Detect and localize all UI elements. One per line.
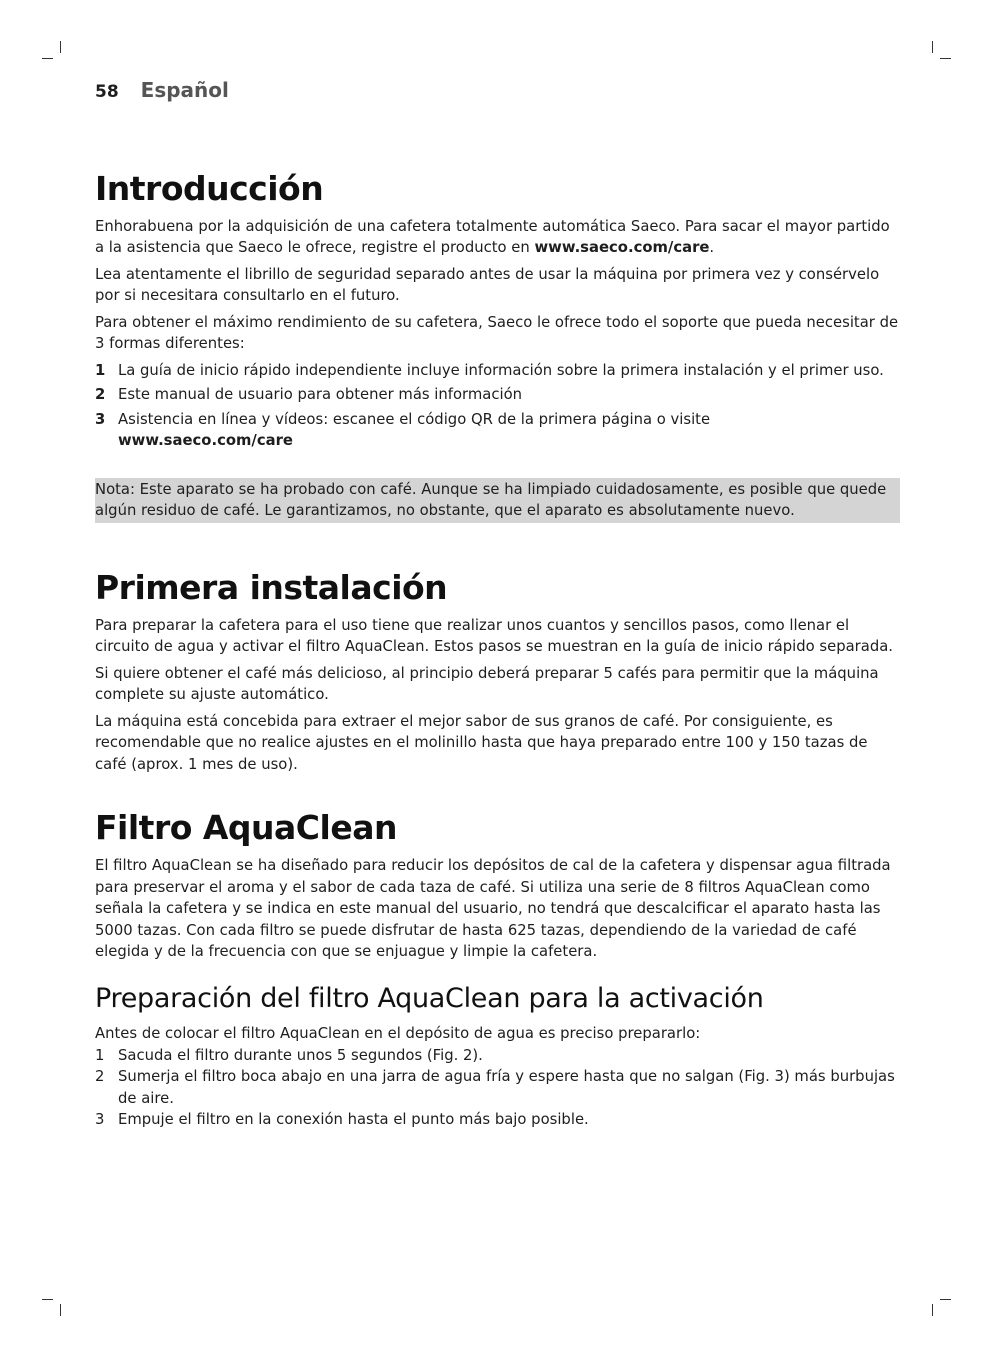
install-paragraph-1: Para preparar la cafetera para el uso tiene que realizar unos cuantos y sencillos pasos, como llenar el circuito de agua y activar el filtro AquaClean. Estos pasos se muestran en la guía de inicio rápido separada. xyxy=(95,616,893,656)
support-list xyxy=(95,360,900,452)
note-box: Nota: Este aparato se ha probado con café. Aunque se ha limpiado cuidadosamente, es posible que quede algún residuo de café. Le garantizamos, no obstante, que el aparato es absolutamente nuevo. xyxy=(95,478,900,523)
list-item xyxy=(95,360,900,382)
intro-p1-end: . xyxy=(709,239,715,257)
section-aquaclean-filter xyxy=(95,809,900,1130)
intro-paragraph-3: Para obtener el máximo rendimiento de su cafetera, Saeco le ofrece todo el soporte que pueda necesitar de 3 formas diferentes: xyxy=(95,313,899,353)
page-content xyxy=(95,170,900,1131)
language-label: Español xyxy=(140,78,229,102)
saeco-care-link[interactable]: www.saeco.com/care xyxy=(118,432,293,450)
crop-mark xyxy=(60,41,61,53)
crop-mark xyxy=(932,1304,933,1316)
list-number: 1 xyxy=(95,1046,105,1064)
list-number: 3 xyxy=(95,1111,105,1129)
page-header xyxy=(95,78,229,104)
list-text: Asistencia en línea y vídeos: escanee el código QR de la primera página o visite xyxy=(118,410,711,428)
list-text: La guía de inicio rápido independiente incluye información sobre la primera instalación y el primer uso. xyxy=(118,361,884,379)
intro-p1-text: Enhorabuena por la adquisición de una cafetera totalmente automática Saeco. Para sacar el mayor partido a la asistencia que Saeco le ofrece, registre el producto en xyxy=(95,217,890,257)
intro-paragraph-2: Lea atentamente el librillo de seguridad separado antes de usar la máquina por primera vez y consérvelo por si necesitara consultarlo en el futuro. xyxy=(95,265,880,305)
list-item xyxy=(95,1109,900,1131)
crop-mark xyxy=(940,1299,951,1300)
filter-title: Filtro AquaClean xyxy=(95,808,397,848)
filter-paragraph-2: Antes de colocar el filtro AquaClean en el depósito de agua es preciso prepararlo: xyxy=(95,1025,701,1043)
list-text: Este manual de usuario para obtener más información xyxy=(118,386,523,404)
list-item xyxy=(95,1045,900,1067)
list-number: 1 xyxy=(95,361,106,379)
filter-paragraph-1: El filtro AquaClean se ha diseñado para reducir los depósitos de cal de la cafetera y dispensar agua filtrada para preservar el aroma y el sabor de cada taza de café. Si utiliza una serie de 8 filtros AquaClean como señala la cafetera y se indica en este manual del usuario, no tendrá que descalcificar el aparato hasta las 5000 tazas. Con cada filtro se puede disfrutar de hasta 625 tazas, dependiendo de la variedad de café elegida y de la frecuencia con que se enjuague y limpie la cafetera. xyxy=(95,857,891,961)
list-number: 2 xyxy=(95,386,106,404)
list-number: 3 xyxy=(95,410,106,428)
intro-title: Introducción xyxy=(95,169,324,208)
crop-mark xyxy=(42,58,53,59)
section-first-installation xyxy=(95,569,900,775)
install-paragraph-2: Si quiere obtener el café más delicioso, al principio deberá preparar 5 cafés para permitir que la máquina complete su ajuste automático. xyxy=(95,664,879,704)
install-title: Primera instalación xyxy=(95,567,448,607)
list-text: Sumerja el filtro boca abajo en una jarra de agua fría y espere hasta que no salgan (Fig. 3) más burbujas de aire. xyxy=(118,1068,895,1107)
list-text: Sacuda el filtro durante unos 5 segundos (Fig. 2). xyxy=(118,1046,483,1064)
filter-steps-list xyxy=(95,1045,900,1131)
filter-subtitle: Preparación del filtro AquaClean para la activación xyxy=(95,982,764,1014)
crop-mark xyxy=(932,41,933,53)
list-text: Empuje el filtro en la conexión hasta el punto más bajo posible. xyxy=(118,1111,589,1129)
list-number: 2 xyxy=(95,1068,105,1086)
crop-mark xyxy=(940,58,951,59)
page-number: 58 xyxy=(95,82,119,102)
section-introduction xyxy=(95,170,900,523)
crop-mark xyxy=(42,1299,53,1300)
list-item xyxy=(95,384,900,406)
crop-mark xyxy=(60,1304,61,1316)
intro-paragraph-1 xyxy=(95,216,900,259)
install-paragraph-3: La máquina está concebida para extraer el mejor sabor de sus granos de café. Por consiguiente, es recomendable que no realice ajustes en el molinillo hasta que haya preparado entre 100 y 150 tazas de café (aprox. 1 mes de uso). xyxy=(95,712,868,773)
list-item xyxy=(95,409,900,452)
saeco-care-link[interactable]: www.saeco.com/care xyxy=(534,239,710,257)
list-item xyxy=(95,1066,900,1109)
